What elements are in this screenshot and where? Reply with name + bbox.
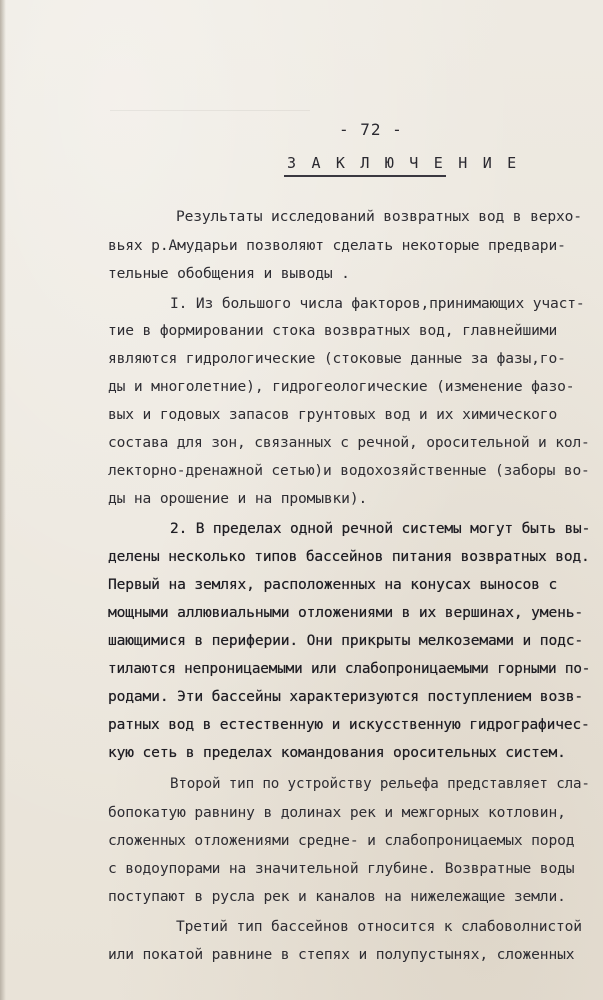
text-line: тилаются непроницаемыми или слабопроницаемыми горными по- — [108, 660, 591, 677]
text-line: делены несколько типов бассейнов питания возвратных вод. — [108, 548, 590, 565]
text-line: сложенных отложениями средне- и слабопроницаемых пород — [108, 832, 575, 849]
text-line: кую сеть в пределах командования оросительных систем. — [108, 744, 566, 761]
text-line: вьях р.Амударьи позволяют сделать некоторые предвари- — [108, 237, 566, 254]
bleed-through-shadow — [110, 110, 310, 141]
text-line: Результаты исследований возвратных вод в верхо- — [176, 208, 582, 225]
text-line: Первый на землях, расположенных на конусах выносов с — [108, 576, 558, 593]
text-line: Третий тип бассейнов относится к слабоволнистой — [176, 918, 582, 935]
heading-underline — [284, 175, 446, 177]
text-line: тельные обобщения и выводы . — [108, 265, 350, 282]
text-line: являются гидрологические (стоковые данные за фазы,го- — [108, 350, 566, 367]
text-line: ратных вод в естественную и искусственную гидрографичес- — [108, 716, 590, 733]
section-heading: З А К Л Ю Ч Е Н И Е — [287, 154, 520, 172]
text-line: ды и многолетние), гидрогеологические (изменение фазо- — [108, 378, 575, 395]
text-line: мощными аллювиальными отложениями в их вершинах, умень- — [108, 604, 583, 621]
text-line: шающимися в периферии. Они прикрыты мелкоземами и подс- — [108, 632, 583, 649]
text-line: поступают в русла рек и каналов на нижележащие земли. — [108, 888, 566, 905]
text-line: родами. Эти бассейны характеризуются поступлением возв- — [108, 688, 583, 705]
text-line: вых и годовых запасов грунтовых вод и их химического — [108, 406, 558, 423]
text-line: 2. В пределах одной речной системы могут быть вы- — [170, 520, 591, 537]
paper-left-edge — [0, 0, 6, 1000]
text-line: ды на орошение и на промывки). — [108, 490, 368, 507]
text-line: I. Из большого числа факторов,принимающих участ- — [170, 295, 585, 312]
text-line: лекторно-дренажной сетью)и водохозяйственные (заборы во- — [108, 462, 590, 479]
text-line: тие в формировании стока возвратных вод, главнейшими — [108, 322, 558, 339]
text-line: Второй тип по устройству рельефа представляет сла- — [170, 775, 590, 792]
text-line: состава для зон, связанных с речной, оросительной и кол- — [108, 434, 590, 451]
text-line: бопокатую равнину в долинах рек и межгорных котловин, — [108, 804, 566, 821]
text-line: или покатой равнине в степях и полупустынях, сложенных — [108, 946, 575, 963]
page-number: - 72 - — [339, 120, 403, 139]
text-line: с водоупорами на значительной глубине. Возвратные воды — [108, 860, 575, 877]
